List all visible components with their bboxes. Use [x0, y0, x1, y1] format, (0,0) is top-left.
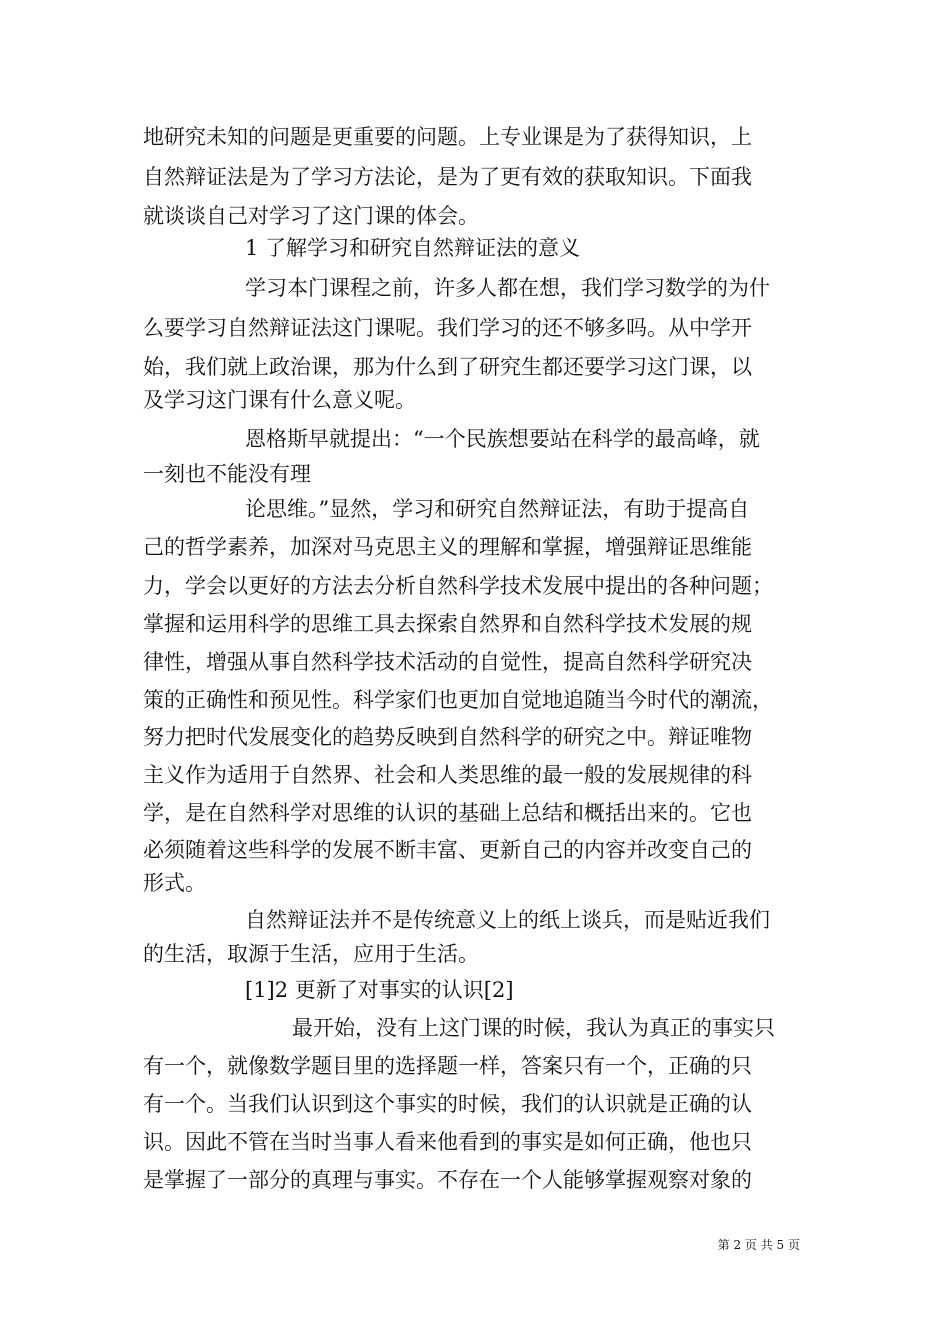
paragraph-line: 有一个。当我们认识到这个事实的时候，我们的认识就是正确的认	[143, 1092, 752, 1116]
paragraph-line: 及学习这门课有什么意义呢。	[143, 388, 416, 412]
paragraph-line: 策的正确性和预见性。科学家们也更加自觉地追随当今时代的潮流，	[143, 688, 773, 712]
paragraph-line: 么要学习自然辩证法这门课呢。我们学习的还不够多吗。从中学开	[143, 316, 752, 340]
section-heading: [1]2 更新了对事实的认识[2]	[245, 978, 514, 1002]
paragraph-line: 形式。	[143, 871, 206, 895]
paragraph-line: 努力把时代发展变化的趋势反映到自然科学的研究之中。辩证唯物	[143, 725, 752, 749]
paragraph-line: 就谈谈自己对学习了这门课的体会。	[143, 204, 479, 228]
paragraph-line: 学，是在自然科学对思维的认识的基础上总结和概括出来的。它也	[143, 801, 752, 825]
paragraph-line: 识。因此不管在当时当事人看来他看到的事实是如何正确，他也只	[143, 1130, 752, 1154]
paragraph-line: 律性，增强从事自然科学技术活动的自觉性，提高自然科学研究决	[143, 650, 752, 674]
paragraph-line: 自然辩证法并不是传统意义上的纸上谈兵，而是贴近我们	[245, 908, 770, 932]
paragraph-line: 有一个，就像数学题目里的选择题一样，答案只有一个，正确的只	[143, 1054, 752, 1078]
paragraph-line: 一刻也不能没有理	[143, 462, 311, 486]
paragraph-line: 掌握和运用科学的思维工具去探索自然界和自然科学技术发展的规	[143, 612, 752, 636]
paragraph-line: 己的哲学素养，加深对马克思主义的理解和掌握，增强辩证思维能	[143, 535, 752, 559]
paragraph-line: 恩格斯早就提出：“一个民族想要站在科学的最高峰，就	[245, 427, 760, 451]
paragraph-line: 自然辩证法是为了学习方法论，是为了更有效的获取知识。下面我	[143, 165, 752, 189]
paragraph-line: 论思维。”显然，学习和研究自然辩证法，有助于提高自	[245, 497, 750, 521]
paragraph-line: 地研究未知的问题是更重要的问题。上专业课是为了获得知识，上	[143, 125, 752, 149]
paragraph-line: 学习本门课程之前，许多人都在想，我们学习数学的为什	[245, 276, 770, 300]
section-heading: 1 了解学习和研究自然辩证法的意义	[245, 236, 581, 260]
paragraph-line: 始，我们就上政治课，那为什么到了研究生都还要学习这门课，以	[143, 355, 752, 379]
paragraph-line: 的生活，取源于生活，应用于生活。	[143, 942, 479, 966]
paragraph-line: 主义作为适用于自然界、社会和人类思维的最一般的发展规律的科	[143, 763, 752, 787]
paragraph-line: 必须随着这些科学的发展不断丰富、更新自己的内容并改变自己的	[143, 838, 752, 862]
paragraph-line: 是掌握了一部分的真理与事实。不存在一个人能够掌握观察对象的	[143, 1168, 752, 1192]
paragraph-line: 最开始，没有上这门课的时候，我认为真正的事实只	[292, 1016, 775, 1040]
paragraph-line: 力，学会以更好的方法去分析自然科学技术发展中提出的各种问题；	[143, 574, 773, 598]
page-number: 第 2 页 共 5 页	[717, 1238, 800, 1252]
